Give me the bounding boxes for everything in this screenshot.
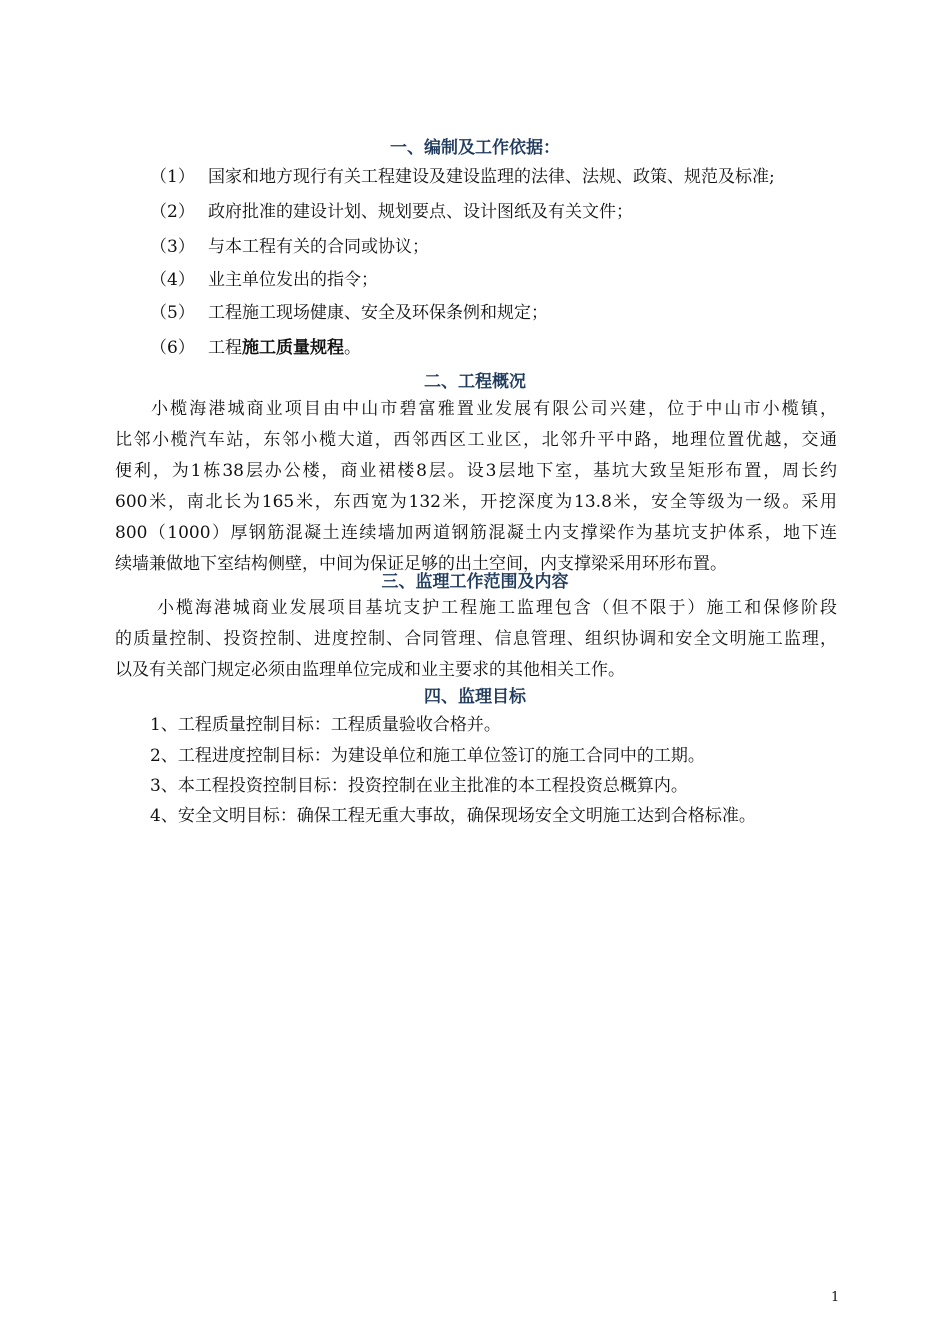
- basis-item-number: （5）: [150, 303, 195, 323]
- section-heading-overview: 二、工程概况: [424, 372, 526, 392]
- basis-item-text: 业主单位发出的指令；: [208, 270, 378, 290]
- basis-item-text: 与本工程有关的合同或协议；: [208, 237, 429, 257]
- goal-item-3: 3、本工程投资控制目标：投资控制在业主批准的本工程投资总概算内。: [150, 776, 688, 796]
- basis-item-3: [150, 236, 429, 258]
- overview-line: 便利，为1栋38层办公楼，商业裙楼8层。设3层地下室，基坑大致呈矩形布置，周长约: [115, 461, 837, 481]
- basis-item-text: 国家和地方现行有关工程建设及建设监理的法律、法规、政策、规范及标准;: [208, 167, 775, 187]
- basis-item-number: （4）: [150, 270, 195, 290]
- basis-item-1: [150, 166, 775, 188]
- basis-item-text: 政府批准的建设计划、规划要点、设计图纸及有关文件；: [208, 202, 633, 222]
- scope-line: 的质量控制、投资控制、进度控制、合同管理、信息管理、组织协调和安全文明施工监理，: [115, 629, 837, 649]
- basis-item-text: 工程施工现场健康、安全及环保条例和规定；: [208, 303, 548, 323]
- scope-paragraph: [115, 593, 837, 686]
- overview-line: 比邻小榄汽车站，东邻小榄大道，西邻西区工业区，北邻升平中路，地理位置优越，交通: [115, 430, 837, 450]
- section-heading-goals: 四、监理目标: [424, 687, 526, 707]
- goal-item-4: 4、安全文明目标：确保工程无重大事故，确保现场安全文明施工达到合格标准。: [150, 806, 756, 826]
- overview-line: 续墙兼做地下室结构侧壁，中间为保证足够的出土空间，内支撑梁采用环形布置。: [115, 554, 727, 574]
- scope-line: 以及有关部门规定必须由监理单位完成和业主要求的其他相关工作。: [115, 660, 625, 680]
- page-number: 1: [831, 1290, 840, 1305]
- overview-paragraph: [115, 394, 837, 580]
- basis-item-number: （2）: [150, 202, 195, 222]
- basis-item-number: （6）: [150, 338, 195, 358]
- overview-line: 600米，南北长为165米，东西宽为132米，开挖深度为13.8米，安全等级为一级。采用: [115, 492, 837, 512]
- basis-item-number: （1）: [150, 167, 195, 187]
- basis-item-number: （3）: [150, 237, 195, 257]
- overview-line: 800（1000）厚钢筋混凝土连续墙加两道钢筋混凝土内支撑梁作为基坑支护体系，地下连: [115, 523, 837, 543]
- basis-item-4: [150, 269, 378, 291]
- overview-line: 小榄海港城商业项目由中山市碧富雅置业发展有限公司兴建，位于中山市小榄镇，: [151, 399, 837, 419]
- basis-item-5: [150, 302, 548, 324]
- goal-item-2: 2、工程进度控制目标：为建设单位和施工单位签订的施工合同中的工期。: [150, 746, 705, 766]
- basis-item-6: [150, 337, 361, 359]
- basis-item-text-bold: 施工质量规程: [242, 338, 344, 358]
- section-heading-basis: 一、编制及工作依据：: [390, 138, 560, 158]
- basis-item-text-pre: 工程: [208, 338, 242, 358]
- goal-item-1: 1、工程质量控制目标：工程质量验收合格并。: [150, 715, 501, 735]
- scope-line: 小榄海港城商业发展项目基坑支护工程施工监理包含（但不限于）施工和保修阶段: [157, 598, 837, 618]
- section-heading-scope: 三、监理工作范围及内容: [381, 572, 569, 592]
- basis-item-2: [150, 201, 633, 223]
- basis-item-text-post: 。: [344, 338, 361, 358]
